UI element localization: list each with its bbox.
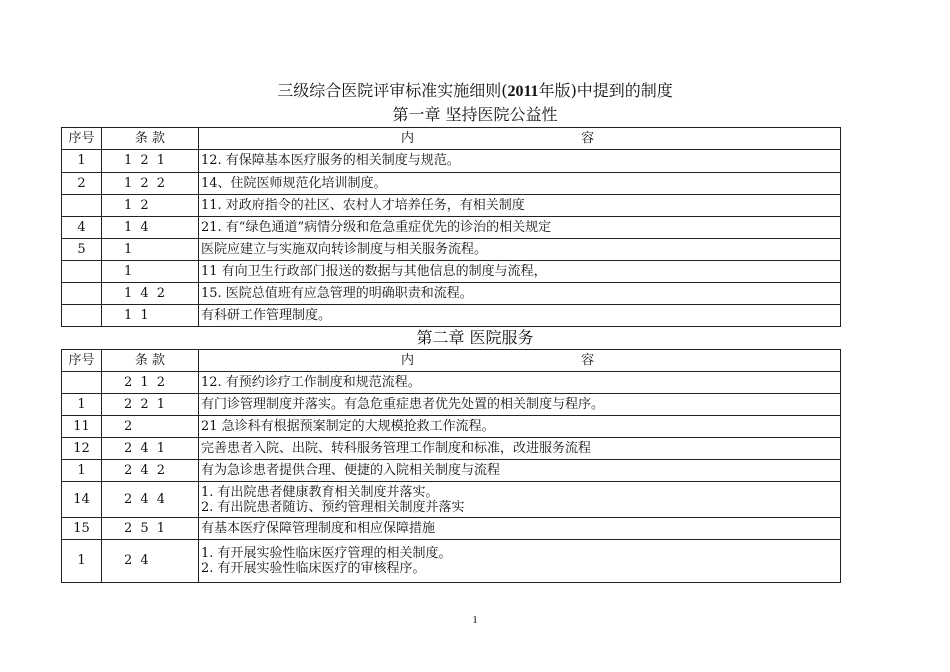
table-row — [62, 239, 841, 261]
table-row — [62, 460, 841, 482]
header-content-right: 容 — [581, 130, 595, 146]
row-content: 14、住院医师规范化培训制度。 — [199, 173, 841, 195]
table-row — [62, 540, 841, 583]
row-no: 1 — [62, 394, 102, 416]
row-clause: 1 2 2 — [102, 173, 199, 195]
row-no: 5 — [62, 239, 102, 261]
row-no — [62, 305, 102, 327]
table-header-row — [62, 350, 841, 372]
row-no: 15 — [62, 518, 102, 540]
row-content: 21 急诊科有根据预案制定的大规模抢救工作流程。 — [199, 416, 841, 438]
header-content — [199, 128, 841, 150]
row-content-line: 1. 有出院患者健康教育相关制度并落实。 — [201, 484, 439, 500]
row-clause: 2 2 1 — [102, 394, 199, 416]
row-clause: 2 1 2 — [102, 372, 199, 394]
row-no: 14 — [62, 482, 102, 518]
row-content: 12. 有保障基本医疗服务的相关制度与规范。 — [199, 150, 841, 173]
header-clause: 条 款 — [102, 350, 199, 372]
chapter-2-table — [61, 349, 841, 583]
row-no: 1 — [62, 150, 102, 173]
row-no: 12 — [62, 438, 102, 460]
title-suffix: 年版)中提到的制度 — [538, 81, 673, 100]
table-row — [62, 217, 841, 239]
table-row — [62, 283, 841, 305]
table-row — [62, 394, 841, 416]
row-clause: 2 5 1 — [102, 518, 199, 540]
table-row — [62, 195, 841, 217]
row-content-line: 2. 有出院患者随访、预约管理相关制度并落实 — [201, 499, 465, 515]
row-no: 2 — [62, 173, 102, 195]
row-clause: 1 4 2 — [102, 283, 199, 305]
row-no — [62, 372, 102, 394]
table-row — [62, 416, 841, 438]
row-clause: 1 — [102, 239, 199, 261]
title-year: 2011 — [507, 83, 539, 100]
header-content — [199, 350, 841, 372]
row-no — [62, 261, 102, 283]
row-clause: 1 2 — [102, 195, 199, 217]
document-title — [0, 78, 950, 101]
row-clause: 2 4 — [102, 540, 199, 583]
row-no: 1 — [62, 540, 102, 583]
title-prefix: 三级综合医院评审标准实施细则( — [277, 81, 508, 100]
row-content: 有基本医疗保障管理制度和相应保障措施 — [199, 518, 841, 540]
row-clause: 1 1 — [102, 305, 199, 327]
header-content-right: 容 — [581, 352, 595, 368]
row-content — [199, 540, 841, 583]
table-row — [62, 438, 841, 460]
row-clause: 2 4 1 — [102, 438, 199, 460]
page-number: 1 — [472, 614, 478, 626]
row-no — [62, 283, 102, 305]
row-no: 11 — [62, 416, 102, 438]
row-content — [199, 482, 841, 518]
header-clause: 条 款 — [102, 128, 199, 150]
row-content: 12. 有预约诊疗工作制度和规范流程。 — [199, 372, 841, 394]
table-row — [62, 173, 841, 195]
row-clause: 1 — [102, 261, 199, 283]
chapter-1-table — [61, 127, 841, 327]
row-content: 有门诊管理制度并落实。有急危重症患者优先处置的相关制度与程序。 — [199, 394, 841, 416]
row-clause: 2 4 2 — [102, 460, 199, 482]
header-no: 序号 — [62, 350, 102, 372]
row-content: 完善患者入院、出院、转科服务管理工作制度和标准，改进服务流程 — [199, 438, 841, 460]
row-clause: 2 4 4 — [102, 482, 199, 518]
row-no: 1 — [62, 460, 102, 482]
row-clause: 2 — [102, 416, 199, 438]
table-row — [62, 518, 841, 540]
header-content-left: 内 — [401, 352, 415, 368]
table-row — [62, 305, 841, 327]
header-no: 序号 — [62, 128, 102, 150]
table-row — [62, 261, 841, 283]
row-content: 有科研工作管理制度。 — [199, 305, 841, 327]
table-row — [62, 150, 841, 173]
row-content: 有为急诊患者提供合理、便捷的入院相关制度与流程 — [199, 460, 841, 482]
table-header-row — [62, 128, 841, 150]
row-content: 15. 医院总值班有应急管理的明确职责和流程。 — [199, 283, 841, 305]
row-content: 医院应建立与实施双向转诊制度与相关服务流程。 — [199, 239, 841, 261]
row-content: 11. 对政府指令的社区、农村人才培养任务，有相关制度 — [199, 195, 841, 217]
row-content: 11 有向卫生行政部门报送的数据与其他信息的制度与流程， — [199, 261, 841, 283]
header-content-left: 内 — [401, 130, 415, 146]
table-row — [62, 482, 841, 518]
chapter-2-heading: 第二章 医院服务 — [416, 328, 534, 347]
row-no — [62, 195, 102, 217]
row-clause: 1 2 1 — [102, 150, 199, 173]
row-clause: 1 4 — [102, 217, 199, 239]
row-content-line: 1. 有开展实验性临床医疗管理的相关制度。 — [201, 546, 452, 561]
row-content-line: 2. 有开展实验性临床医疗的审核程序。 — [201, 561, 426, 576]
row-no: 4 — [62, 217, 102, 239]
row-content: 21. 有“绿色通道”病情分级和危急重症优先的诊治的相关规定 — [199, 217, 841, 239]
table-row — [62, 372, 841, 394]
chapter-1-heading: 第一章 坚持医院公益性 — [392, 105, 558, 124]
